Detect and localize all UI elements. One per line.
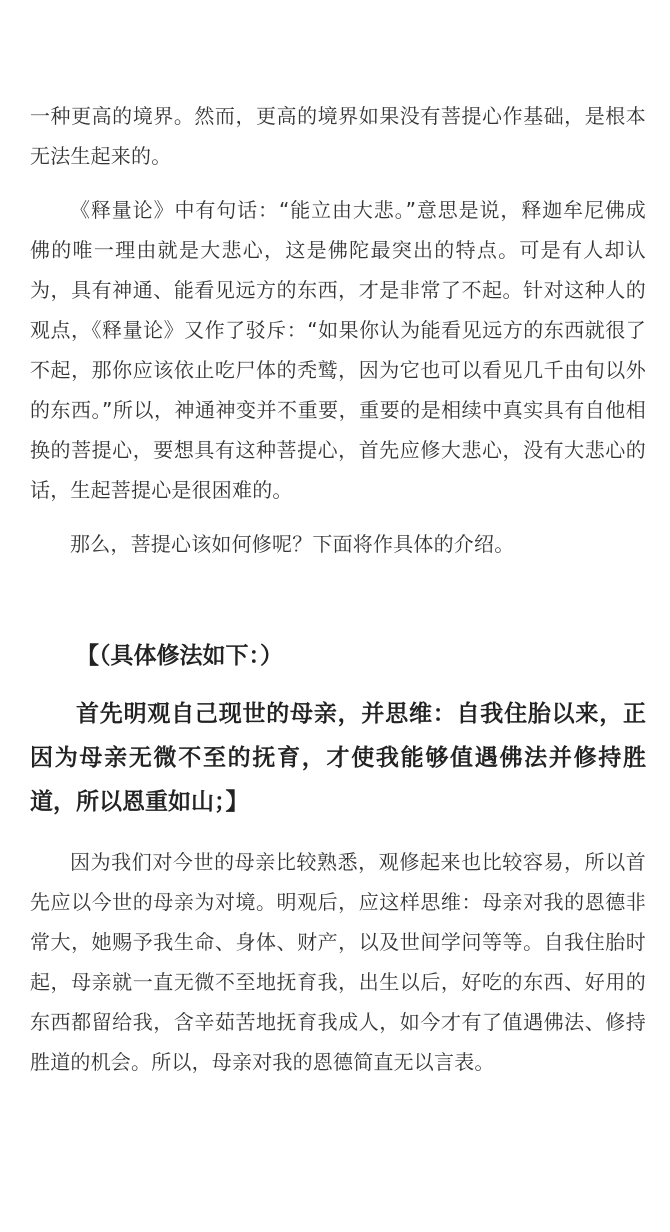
article-body bbox=[30, 96, 646, 1082]
section-subheading: 首先明观自己现世的母亲，并思维：自我住胎以来，正因为母亲无微不至的抚育，才使我能够值遇佛法并修持胜道，所以恩重如山；】 bbox=[30, 700, 646, 815]
paragraph-3: 那么，菩提心该如何修呢？下面将作具体的介绍。 bbox=[70, 532, 515, 556]
section-heading: 【（具体修法如下：） bbox=[76, 642, 283, 669]
paragraph-1: 一种更高的境界。然而，更高的境界如果没有菩提心作基础，是根本无法生起来的。 bbox=[30, 104, 646, 168]
paragraph-4: 因为我们对今世的母亲比较熟悉，观修起来也比较容易，所以首先应以今世的母亲为对境。明观后，应这样思维：母亲对我的恩德非常大，她赐予我生命、身体、财产，以及世间学问等等。自我住胎时起，母亲就一直无微不至地抚育我，出生以后，好吃的东西、好用的东西都留给我，含辛茹苦地抚育我成人，如今才有了值遇佛法、修持胜道的机会。所以，母亲对我的恩德简直无以言表。 bbox=[30, 850, 646, 1074]
paragraph-2: 《释量论》中有句话：“能立由大悲。”意思是说，释迦牟尼佛成佛的唯一理由就是大悲心，这是佛陀最突出的特点。可是有人却认为，具有神通、能看见远方的东西，才是非常了不起。针对这种人的观点，《释量论》又作了驳斥：“如果你认为能看见远方的东西就很了不起，那你应该依止吃尸体的秃鹫，因为它也可以看见几千由旬以外的东西。”所以，神通神变并不重要，重要的是相续中真实具有自他相换的菩提心，要想具有这种菩提心，首先应修大悲心，没有大悲心的话，生起菩提心是很困难的。 bbox=[30, 198, 646, 502]
